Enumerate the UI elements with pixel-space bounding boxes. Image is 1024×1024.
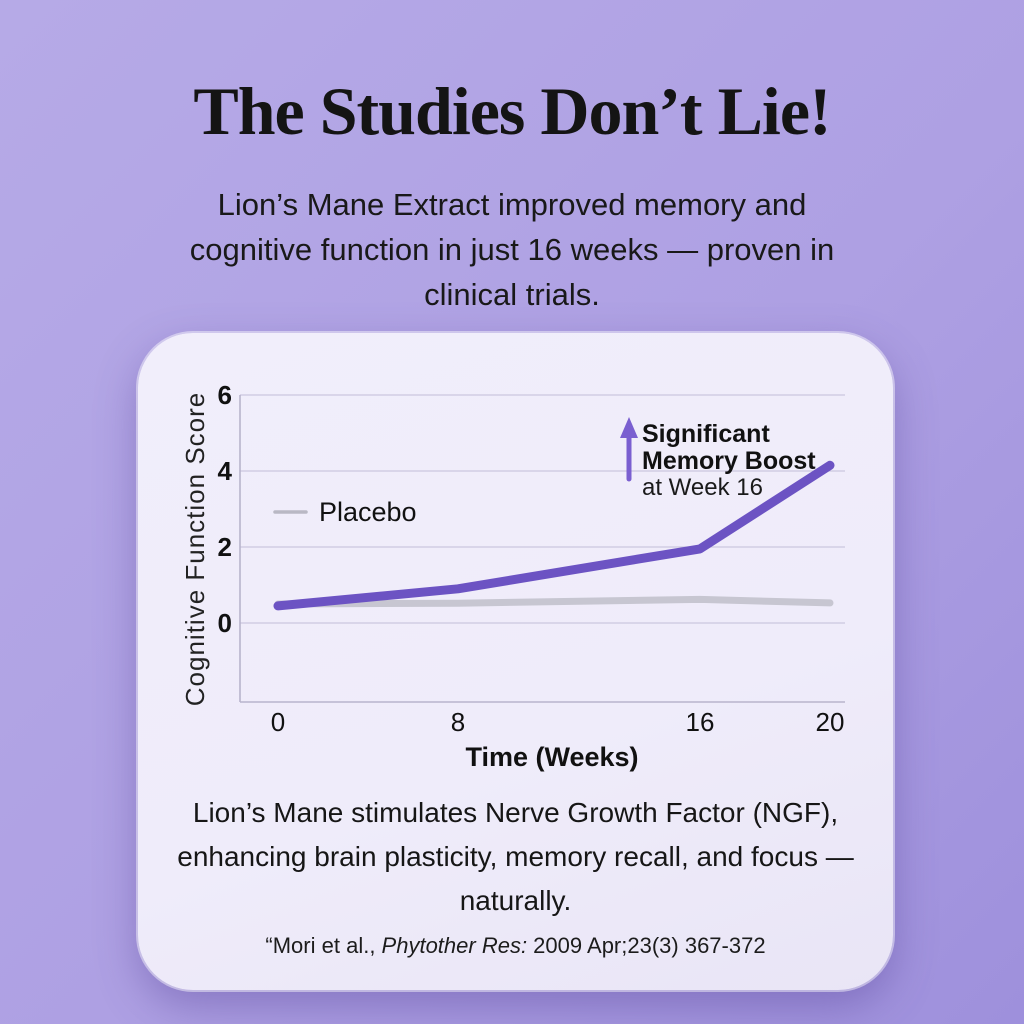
y-tick-6: 6 — [217, 380, 232, 410]
line-chart — [138, 333, 893, 778]
annotation-line-2: Memory Boost — [642, 447, 816, 475]
card-body-text — [162, 791, 869, 923]
annotation-line-3: at Week 16 — [642, 474, 763, 501]
citation-suffix: 2009 Apr;23(3) 367-372 — [527, 933, 766, 958]
up-arrow-head-icon — [620, 417, 638, 438]
subtitle-line-3: clinical trials. — [424, 277, 600, 312]
y-tick-0: 0 — [217, 608, 232, 638]
legend-placebo-label: Placebo — [319, 497, 417, 527]
citation-prefix: “Mori et al., — [265, 933, 382, 958]
body-line-1: Lion’s Mane stimulates Nerve Growth Factor (NGF), — [192, 797, 839, 828]
page-subtitle — [112, 182, 912, 317]
subtitle-line-1: Lion’s Mane Extract improved memory and — [217, 187, 807, 222]
citation — [162, 933, 869, 959]
body-line-3: naturally. — [459, 885, 572, 916]
x-tick-8: 8 — [450, 707, 466, 737]
annotation-line-1: Significant — [642, 420, 770, 448]
chart-card — [138, 333, 893, 990]
y-tick-2: 2 — [217, 532, 232, 562]
body-line-2: enhancing brain plasticity, memory recall, and focus — — [177, 841, 854, 872]
page-title: The Studies Don’t Lie! — [193, 73, 831, 149]
y-tick-4: 4 — [217, 456, 232, 486]
subtitle-line-2: cognitive function in just 16 weeks — proven in — [189, 232, 835, 267]
citation-journal: Phytother Res: — [381, 933, 528, 958]
x-tick-16: 16 — [685, 707, 715, 737]
x-tick-0: 0 — [270, 707, 286, 737]
y-axis-title: Cognitive Function Score — [180, 391, 210, 707]
x-tick-20: 20 — [815, 707, 845, 737]
x-axis-title: Time (Weeks) — [465, 742, 639, 772]
legend — [275, 497, 417, 527]
